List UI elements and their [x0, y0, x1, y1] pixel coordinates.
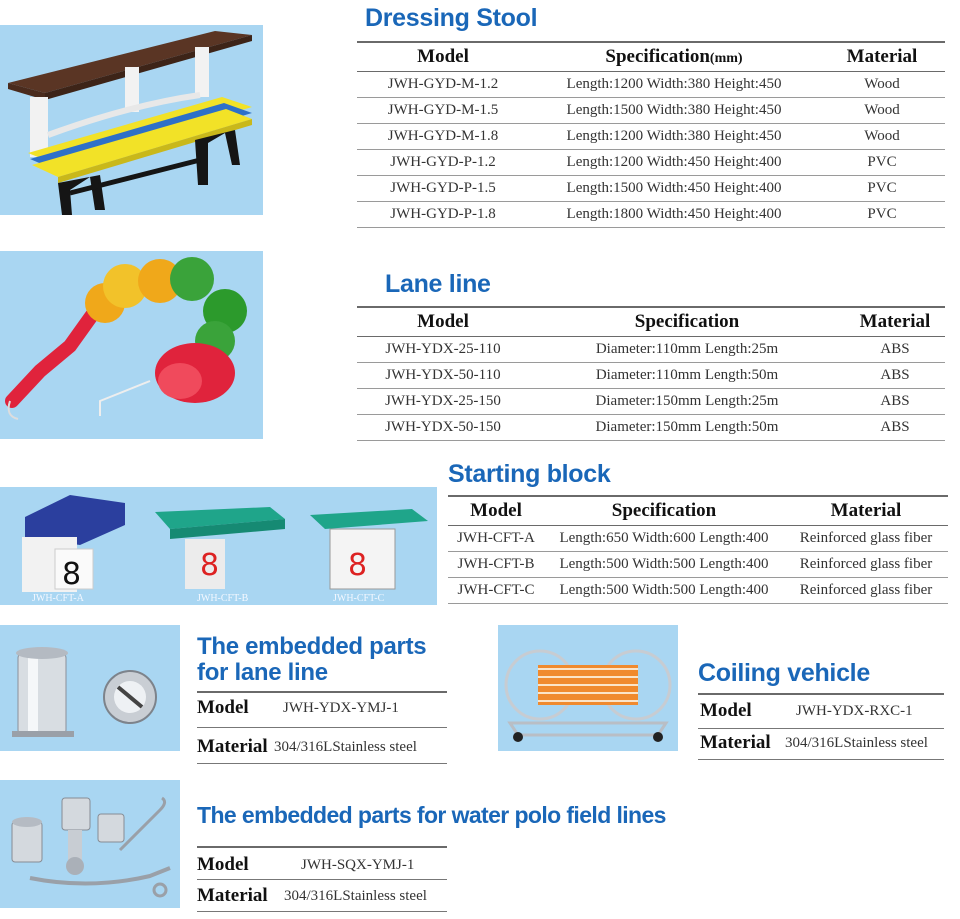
table-row — [357, 124, 945, 150]
embedded-polo-material-row — [197, 885, 427, 907]
table-row — [448, 526, 948, 552]
table-cell-material: PVC — [819, 150, 945, 176]
table-cell-model: JWH-GYD-M-1.5 — [357, 98, 529, 124]
embedded-polo-photo — [0, 780, 180, 908]
table-cell-material: PVC — [819, 202, 945, 228]
table-cell-model: JWH-GYD-M-1.8 — [357, 124, 529, 150]
table-cell-material: Reinforced glass fiber — [784, 552, 948, 578]
embedded-polo-model-row — [197, 854, 414, 876]
divider — [197, 879, 447, 880]
column-header-model: Model — [357, 307, 529, 337]
table-row — [357, 363, 945, 389]
photo-caption: JWH-CFT-B — [197, 593, 249, 604]
table-cell-spec: Length:1200 Width:380 Height:450 — [529, 72, 819, 98]
column-header-material: Material — [819, 42, 945, 72]
table-cell-model: JWH-YDX-50-150 — [357, 415, 529, 441]
table-row — [357, 337, 945, 363]
table-row — [448, 578, 948, 604]
coiling-vehicle-photo — [498, 625, 678, 751]
material-label: Material — [197, 736, 268, 757]
table-row — [357, 72, 945, 98]
dressing-stool-title: Dressing Stool — [365, 4, 538, 32]
embedded-lane-title-line2: for lane line — [197, 659, 328, 686]
model-label: Model — [700, 700, 752, 721]
divider — [197, 846, 447, 848]
photo-caption: JWH-CFT-A — [32, 593, 84, 604]
table-cell-model: JWH-CFT-A — [448, 526, 544, 552]
table-row — [357, 202, 945, 228]
svg-text:8: 8 — [62, 557, 82, 592]
table-cell-model: JWH-YDX-50-110 — [357, 363, 529, 389]
divider — [197, 763, 447, 764]
divider — [698, 728, 944, 729]
column-header-specification: Specification — [544, 496, 784, 526]
divider — [197, 727, 447, 728]
embedded-polo-title: The embedded parts for water polo field lines — [197, 802, 666, 828]
model-value: JWH-YDX-RXC-1 — [796, 702, 913, 719]
starting-block-title: Starting block — [448, 460, 611, 488]
table-cell-spec: Length:1500 Width:450 Height:400 — [529, 176, 819, 202]
material-value: 304/316LStainless steel — [284, 887, 427, 904]
table-cell-spec: Length:1500 Width:380 Height:450 — [529, 98, 819, 124]
table-cell-spec: Length:1800 Width:450 Height:400 — [529, 202, 819, 228]
embedded-lane-photo — [0, 625, 180, 751]
model-value: JWH-SQX-YMJ-1 — [301, 856, 415, 873]
coiling-vehicle-model-row — [700, 700, 913, 722]
table-cell-material: Wood — [819, 72, 945, 98]
table-cell-model: JWH-CFT-C — [448, 578, 544, 604]
table-cell-material: Wood — [819, 124, 945, 150]
table-cell-material: PVC — [819, 176, 945, 202]
table-cell-model: JWH-GYD-P-1.8 — [357, 202, 529, 228]
table-cell-model: JWH-YDX-25-110 — [357, 337, 529, 363]
material-label: Material — [700, 732, 771, 753]
table-cell-model: JWH-GYD-P-1.2 — [357, 150, 529, 176]
embedded-lane-material-row — [197, 736, 417, 758]
divider — [197, 911, 447, 912]
material-label: Material — [197, 885, 268, 906]
table-cell-spec: Diameter:110mm Length:50m — [529, 363, 845, 389]
table-cell-spec: Diameter:150mm Length:50m — [529, 415, 845, 441]
lane-line-table — [357, 306, 945, 441]
table-cell-spec: Length:1200 Width:380 Height:450 — [529, 124, 819, 150]
table-cell-model: JWH-GYD-M-1.2 — [357, 72, 529, 98]
model-label: Model — [197, 854, 249, 875]
material-value: 304/316LStainless steel — [785, 734, 928, 751]
table-row — [357, 389, 945, 415]
table-cell-material: Wood — [819, 98, 945, 124]
table-row — [448, 552, 948, 578]
table-cell-material: Reinforced glass fiber — [784, 578, 948, 604]
column-header-specification: Specification(mm) — [529, 42, 819, 72]
embedded-lane-model-row — [197, 697, 399, 719]
lane-line-photo — [0, 251, 263, 439]
divider — [698, 759, 944, 760]
column-header-material: Material — [784, 496, 948, 526]
column-header-specification: Specification — [529, 307, 845, 337]
divider — [698, 693, 944, 695]
table-cell-model: JWH-CFT-B — [448, 552, 544, 578]
column-header-model: Model — [448, 496, 544, 526]
lane-line-title: Lane line — [385, 270, 491, 298]
model-label: Model — [197, 697, 249, 718]
svg-text:8: 8 — [200, 548, 220, 583]
material-value: 304/316LStainless steel — [274, 738, 417, 755]
table-cell-spec: Length:500 Width:500 Length:400 — [544, 552, 784, 578]
table-cell-material: ABS — [845, 337, 945, 363]
table-row — [357, 150, 945, 176]
starting-block-photo — [0, 487, 437, 605]
dressing-stool-photo — [0, 25, 263, 215]
coiling-vehicle-title: Coiling vehicle — [698, 659, 870, 687]
column-header-model: Model — [357, 42, 529, 72]
model-value: JWH-YDX-YMJ-1 — [283, 699, 399, 716]
table-row — [357, 415, 945, 441]
photo-caption: JWH-CFT-C — [333, 593, 385, 604]
table-row — [357, 176, 945, 202]
table-cell-material: Reinforced glass fiber — [784, 526, 948, 552]
table-cell-model: JWH-YDX-25-150 — [357, 389, 529, 415]
table-cell-material: ABS — [845, 389, 945, 415]
table-cell-spec: Length:500 Width:500 Length:400 — [544, 578, 784, 604]
table-cell-model: JWH-GYD-P-1.5 — [357, 176, 529, 202]
divider — [197, 691, 447, 693]
svg-text:8: 8 — [348, 548, 368, 583]
table-cell-material: ABS — [845, 415, 945, 441]
starting-block-table — [448, 495, 948, 604]
table-cell-spec: Length:650 Width:600 Length:400 — [544, 526, 784, 552]
table-cell-material: ABS — [845, 363, 945, 389]
table-row — [357, 98, 945, 124]
table-cell-spec: Length:1200 Width:450 Height:400 — [529, 150, 819, 176]
dressing-stool-table — [357, 41, 945, 228]
table-cell-spec: Diameter:150mm Length:25m — [529, 389, 845, 415]
embedded-lane-title-line1: The embedded parts — [197, 633, 427, 660]
table-cell-spec: Diameter:110mm Length:25m — [529, 337, 845, 363]
coiling-vehicle-material-row — [700, 732, 928, 754]
column-header-material: Material — [845, 307, 945, 337]
